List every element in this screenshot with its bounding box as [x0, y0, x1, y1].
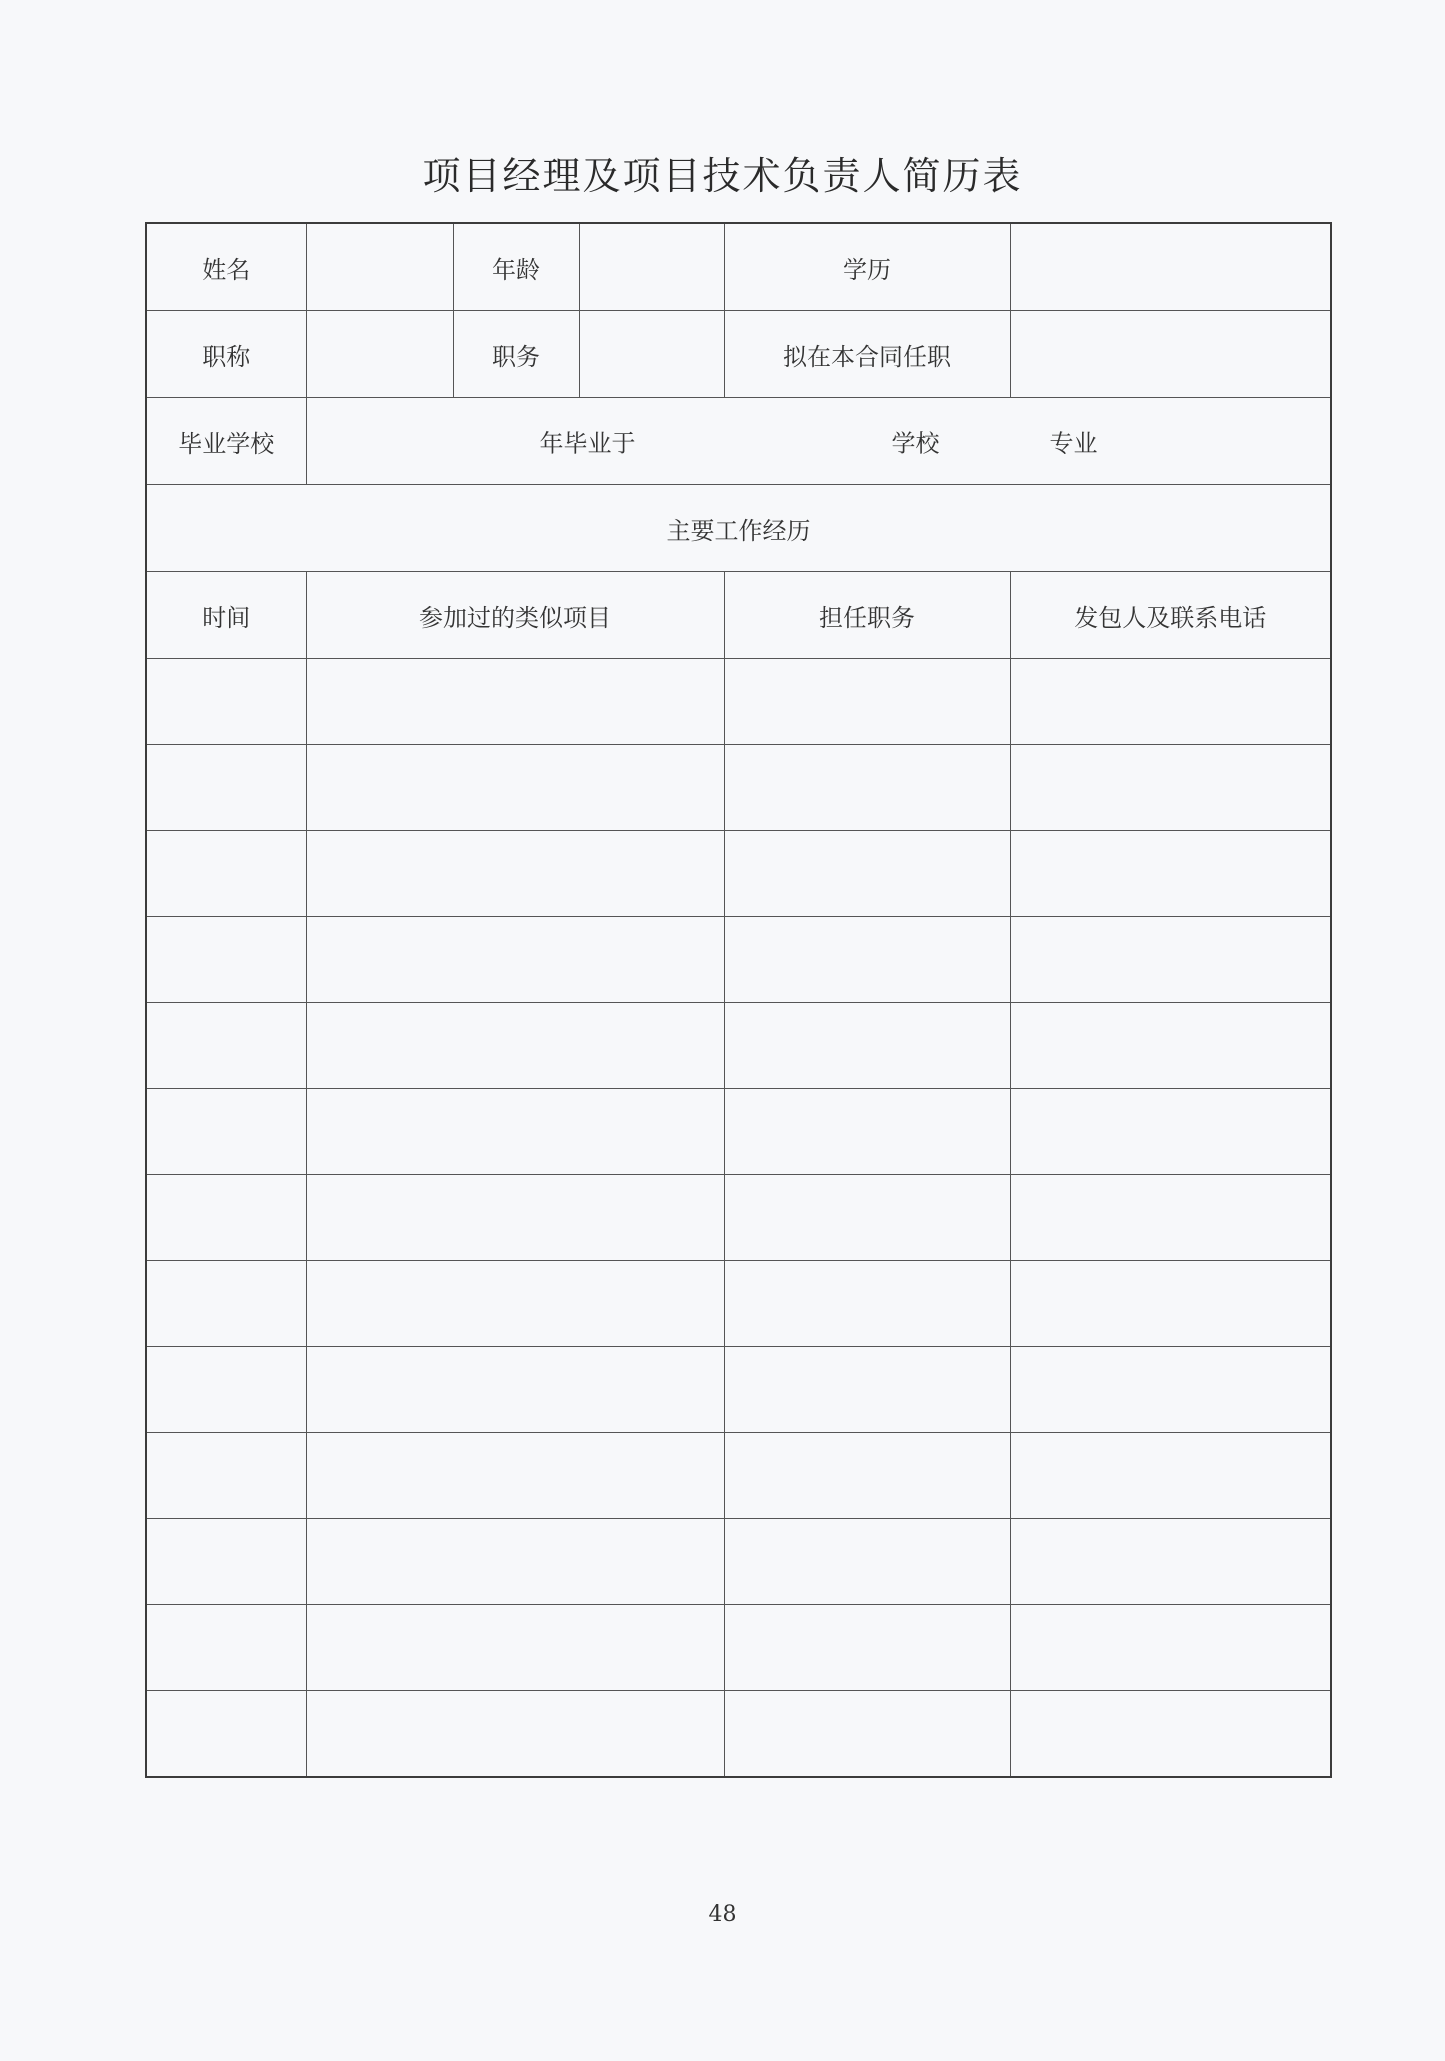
- cell-employer-contact[interactable]: [1010, 1089, 1331, 1175]
- cell-time[interactable]: [146, 831, 306, 917]
- resume-form-table: [145, 222, 1332, 1778]
- cell-employer-contact[interactable]: [1010, 1261, 1331, 1347]
- table-row: [146, 1175, 1331, 1261]
- cell-time[interactable]: [146, 1089, 306, 1175]
- cell-similar-project[interactable]: [306, 1347, 724, 1433]
- table-row: [146, 745, 1331, 831]
- cell-similar-project[interactable]: [306, 1261, 724, 1347]
- field-proposed-role[interactable]: [1010, 311, 1331, 398]
- cell-time[interactable]: [146, 1519, 306, 1605]
- field-position[interactable]: [579, 311, 724, 398]
- cell-time[interactable]: [146, 1605, 306, 1691]
- work-history-section-title: 主要工作经历: [146, 485, 1331, 572]
- label-name: 姓名: [146, 223, 306, 311]
- cell-role[interactable]: [724, 1433, 1010, 1519]
- label-proposed-role: 拟在本合同任职: [724, 311, 1010, 398]
- table-row: [146, 831, 1331, 917]
- cell-time[interactable]: [146, 659, 306, 745]
- cell-time[interactable]: [146, 1347, 306, 1433]
- table-row: [146, 1261, 1331, 1347]
- row-personal-2: [146, 311, 1331, 398]
- cell-employer-contact[interactable]: [1010, 1691, 1331, 1778]
- table-row: [146, 1433, 1331, 1519]
- field-name[interactable]: [306, 223, 453, 311]
- cell-employer-contact[interactable]: [1010, 1433, 1331, 1519]
- cell-similar-project[interactable]: [306, 745, 724, 831]
- label-education: 学历: [724, 223, 1010, 311]
- cell-role[interactable]: [724, 1003, 1010, 1089]
- cell-time[interactable]: [146, 1003, 306, 1089]
- cell-similar-project[interactable]: [306, 1519, 724, 1605]
- cell-employer-contact[interactable]: [1010, 917, 1331, 1003]
- cell-role[interactable]: [724, 659, 1010, 745]
- cell-similar-project[interactable]: [306, 917, 724, 1003]
- cell-time[interactable]: [146, 1261, 306, 1347]
- table-row: [146, 659, 1331, 745]
- column-header-similar-projects: 参加过的类似项目: [306, 572, 724, 659]
- cell-role[interactable]: [724, 1089, 1010, 1175]
- field-title[interactable]: [306, 311, 453, 398]
- table-row: [146, 917, 1331, 1003]
- cell-similar-project[interactable]: [306, 1175, 724, 1261]
- cell-similar-project[interactable]: [306, 1089, 724, 1175]
- field-graduation-details[interactable]: [306, 398, 1331, 485]
- document-title: 项目经理及项目技术负责人简历表: [422, 154, 1023, 198]
- table-row: [146, 1089, 1331, 1175]
- cell-employer-contact[interactable]: [1010, 745, 1331, 831]
- cell-time[interactable]: [146, 745, 306, 831]
- cell-similar-project[interactable]: [306, 831, 724, 917]
- table-row: [146, 1519, 1331, 1605]
- major-text: 专业: [1049, 429, 1098, 458]
- table-row: [146, 1691, 1331, 1778]
- cell-employer-contact[interactable]: [1010, 1519, 1331, 1605]
- cell-employer-contact[interactable]: [1010, 1175, 1331, 1261]
- field-age[interactable]: [579, 223, 724, 311]
- cell-role[interactable]: [724, 917, 1010, 1003]
- cell-time[interactable]: [146, 1691, 306, 1778]
- field-education[interactable]: [1010, 223, 1331, 311]
- column-header-time: 时间: [146, 572, 306, 659]
- cell-employer-contact[interactable]: [1010, 659, 1331, 745]
- cell-employer-contact[interactable]: [1010, 1003, 1331, 1089]
- cell-role[interactable]: [724, 1261, 1010, 1347]
- cell-similar-project[interactable]: [306, 1003, 724, 1089]
- label-position: 职务: [453, 311, 579, 398]
- label-title: 职称: [146, 311, 306, 398]
- cell-role[interactable]: [724, 1691, 1010, 1778]
- cell-time[interactable]: [146, 917, 306, 1003]
- cell-similar-project[interactable]: [306, 659, 724, 745]
- cell-time[interactable]: [146, 1175, 306, 1261]
- cell-role[interactable]: [724, 745, 1010, 831]
- cell-role[interactable]: [724, 1175, 1010, 1261]
- cell-role[interactable]: [724, 1605, 1010, 1691]
- row-work-history-title: [146, 485, 1331, 572]
- table-row: [146, 1347, 1331, 1433]
- cell-similar-project[interactable]: [306, 1691, 724, 1778]
- school-text: 学校: [891, 429, 940, 458]
- graduated-year-text: 年毕业于: [539, 429, 636, 458]
- column-header-employer-contact: 发包人及联系电话: [1010, 572, 1331, 659]
- cell-similar-project[interactable]: [306, 1605, 724, 1691]
- cell-role[interactable]: [724, 1347, 1010, 1433]
- table-row: [146, 1605, 1331, 1691]
- label-graduated-school: 毕业学校: [146, 398, 306, 485]
- row-graduation: [146, 398, 1331, 485]
- label-age: 年龄: [453, 223, 579, 311]
- cell-employer-contact[interactable]: [1010, 1347, 1331, 1433]
- page-number: 48: [708, 1902, 737, 1927]
- cell-employer-contact[interactable]: [1010, 831, 1331, 917]
- cell-role[interactable]: [724, 831, 1010, 917]
- cell-time[interactable]: [146, 1433, 306, 1519]
- row-personal-1: [146, 223, 1331, 311]
- cell-employer-contact[interactable]: [1010, 1605, 1331, 1691]
- table-row: [146, 1003, 1331, 1089]
- cell-role[interactable]: [724, 1519, 1010, 1605]
- column-header-role: 担任职务: [724, 572, 1010, 659]
- cell-similar-project[interactable]: [306, 1433, 724, 1519]
- row-work-history-header: [146, 572, 1331, 659]
